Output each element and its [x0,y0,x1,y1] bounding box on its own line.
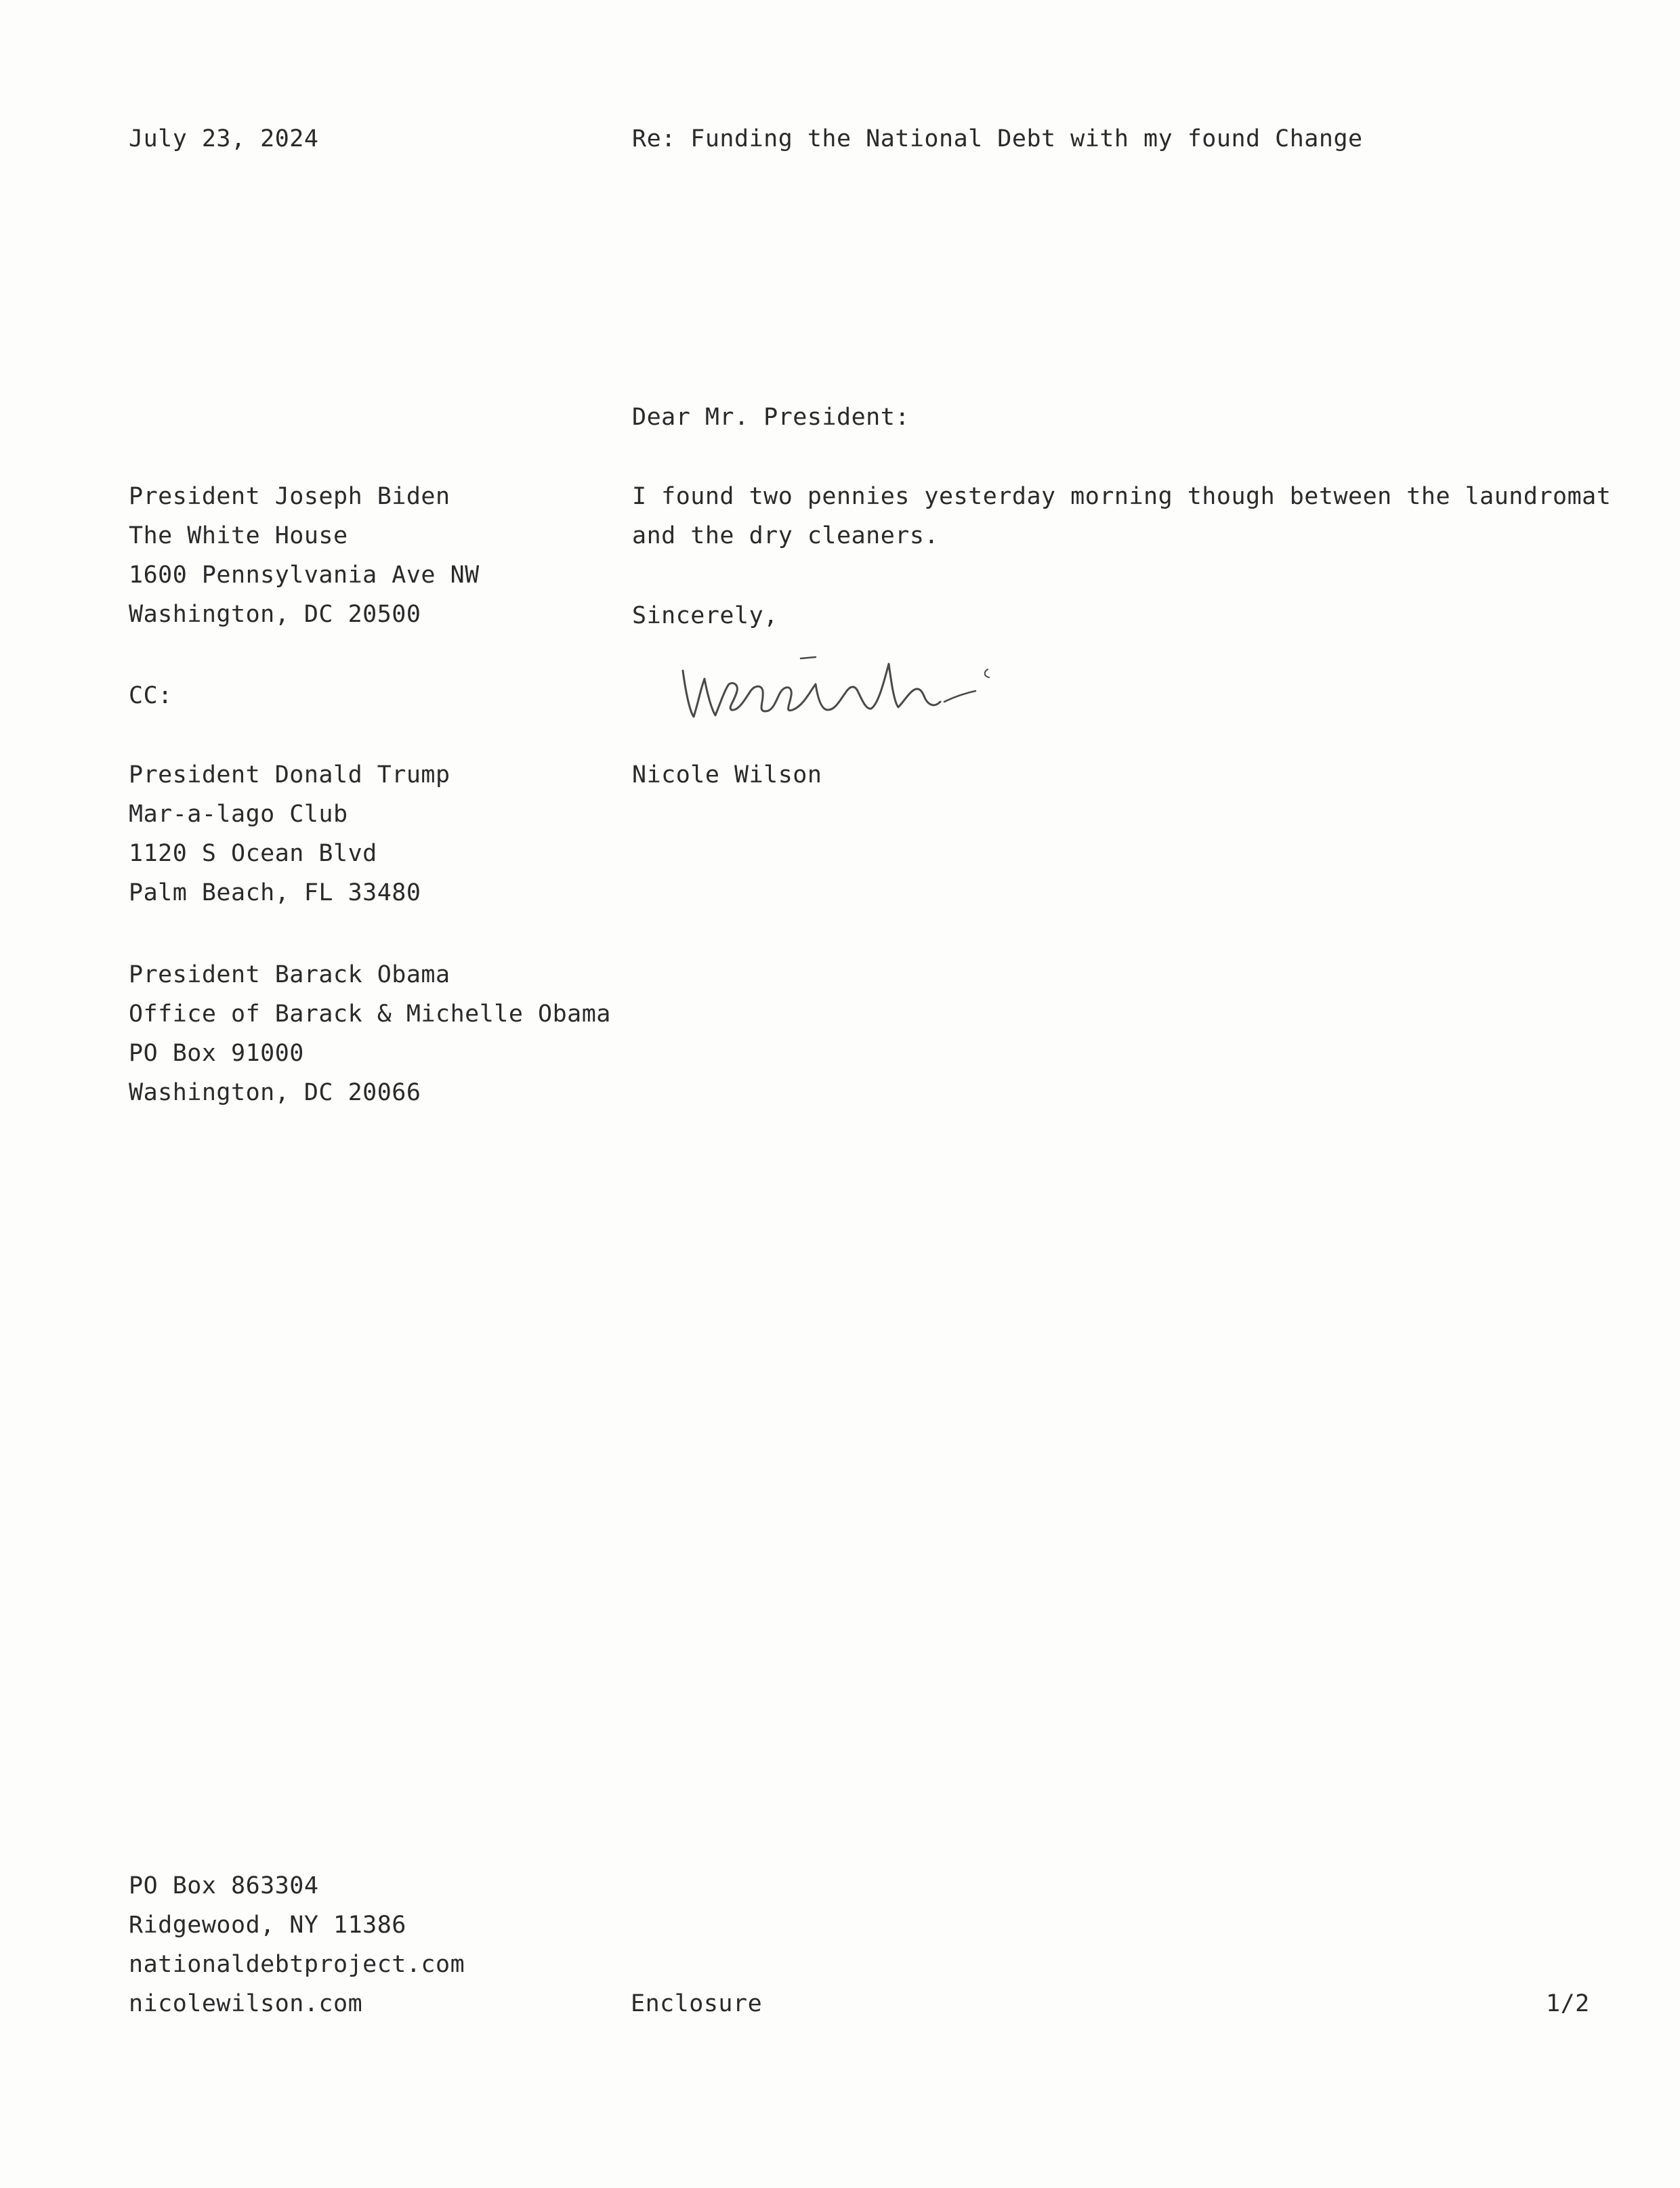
sender-footer [129,1866,465,2023]
body-line: I found two pennies yesterday morning though between the laundromat [632,483,1612,510]
signature-name: Nicole Wilson [632,761,822,788]
body-line: and the dry cleaners. [632,522,940,549]
letter-date: July 23, 2024 [129,125,319,152]
address-line: President Barack Obama [129,961,450,988]
recipient-address [129,477,480,634]
cc-label: CC: [129,682,173,709]
address-line: President Donald Trump [129,761,450,788]
cc-recipient-obama [129,955,611,1112]
handwritten-signature [671,637,1036,732]
letter-body [632,477,1611,555]
cc-recipient-trump [129,755,450,912]
address-line: Washington, DC 20066 [129,1079,421,1106]
page-number: 1/2 [1546,1990,1590,2017]
address-line: 1600 Pennsylvania Ave NW [129,562,480,589]
address-line: 1120 S Ocean Blvd [129,840,377,867]
address-line: Office of Barack & Michelle Obama [129,1001,611,1028]
sender-line: nationaldebtproject.com [129,1951,465,1978]
closing: Sincerely, [632,602,778,629]
address-line: President Joseph Biden [129,483,450,510]
address-line: The White House [129,522,348,549]
address-line: Palm Beach, FL 33480 [129,879,421,906]
enclosure-note: Enclosure [631,1990,763,2017]
address-line: Mar-a-lago Club [129,801,348,828]
address-line: PO Box 91000 [129,1040,304,1067]
sender-line: PO Box 863304 [129,1872,319,1899]
sender-line: nicolewilson.com [129,1990,363,2017]
letter-subject: Re: Funding the National Debt with my found Change [632,125,1363,152]
sender-line: Ridgewood, NY 11386 [129,1912,406,1939]
address-line: Washington, DC 20500 [129,601,421,628]
salutation: Dear Mr. President: [632,404,910,431]
